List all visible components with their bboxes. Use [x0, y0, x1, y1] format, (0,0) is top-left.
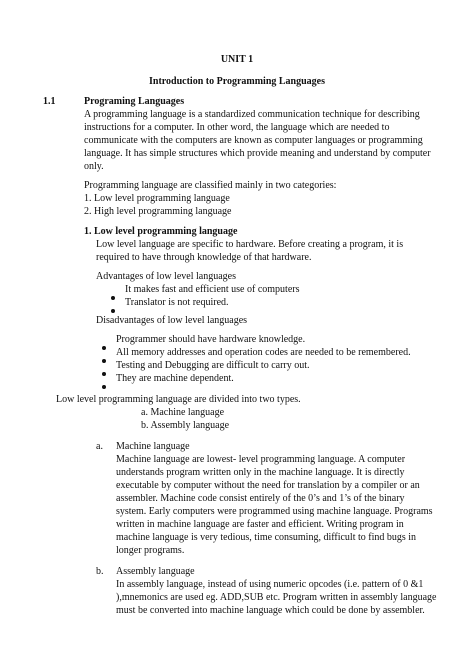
- chapter-title: Introduction to Programming Languages: [148, 76, 326, 87]
- disadvantage-item: Programmer should have hardware knowledge.: [116, 334, 306, 345]
- machine-line: Machine language are lowest- level programming language. A computer: [116, 454, 406, 465]
- divided-text: Low level programming language are divided into two types.: [56, 394, 301, 405]
- disadvantage-item: Testing and Debugging are difficult to carry out.: [116, 360, 310, 371]
- low-level-desc: Low level language are specific to hardware. Before creating a program, it is: [96, 239, 404, 250]
- advantage-item: Translator is not required.: [125, 297, 229, 308]
- advantages-title: Advantages of low level languages: [96, 271, 236, 282]
- advantage-item: It makes fast and efficient use of computers: [125, 284, 300, 295]
- assembly-line: ),mnemonics are used eg. ADD,SUB etc. Program written in assembly language: [116, 592, 437, 603]
- assembly-title: Assembly language: [116, 566, 195, 577]
- disadvantages-title: Disadvantages of low level languages: [96, 315, 248, 326]
- machine-line: system. Early computers were programmed using machine language. Programs: [116, 506, 433, 517]
- intro-line: only.: [84, 161, 104, 172]
- machine-line: written in machine language are faster and efficient. Writing program in: [116, 519, 404, 530]
- intro-line: language. It has simple structures which provide meaning and understand by computer: [84, 148, 431, 159]
- section-number: 1.1: [43, 96, 56, 107]
- low-level-desc: required to have through knowledge of that hardware.: [96, 252, 312, 263]
- machine-line: assembler. Machine code consist entirely of the 0’s and 1’s of the binary: [116, 493, 405, 504]
- category-item: 1. Low level programming language: [84, 193, 230, 204]
- disadvantage-item: They are machine dependent.: [116, 373, 234, 384]
- assembly-label: b.: [96, 566, 104, 577]
- assembly-line: must be converted into machine language which could be done by assembler.: [116, 605, 425, 616]
- assembly-line: In assembly language, instead of using numeric opcodes (i.e. pattern of 0 &1: [116, 579, 424, 590]
- machine-line: executable by computer without the need for translation by a compiler or an: [116, 480, 420, 491]
- machine-label: a.: [96, 441, 103, 452]
- type-item: a. Machine language: [141, 407, 225, 418]
- unit-title: UNIT 1: [220, 54, 254, 65]
- machine-title: Machine language: [116, 441, 190, 452]
- intro-line: instructions for a computer. In other word, the language which are needed to: [84, 122, 390, 133]
- machine-line: longer programs.: [116, 545, 185, 556]
- classified-text: Programming language are classified mainly in two categories:: [84, 180, 337, 191]
- section-title: Programing Languages: [84, 96, 185, 107]
- disadvantage-item: All memory addresses and operation codes are needed to be remembered.: [116, 347, 411, 358]
- low-level-heading: 1. Low level programming language: [84, 226, 238, 237]
- machine-line: understands program written only in the machine language. It is directly: [116, 467, 405, 478]
- type-item: b. Assembly language: [141, 420, 230, 431]
- category-item: 2. High level programming language: [84, 206, 232, 217]
- intro-line: A programming language is a standardized communication technique for describing: [84, 109, 420, 120]
- intro-line: communicate with the computers are known as computer languages or programming: [84, 135, 423, 146]
- machine-line: machine language is very tedious, time consuming, difficult to find bugs in: [116, 532, 417, 543]
